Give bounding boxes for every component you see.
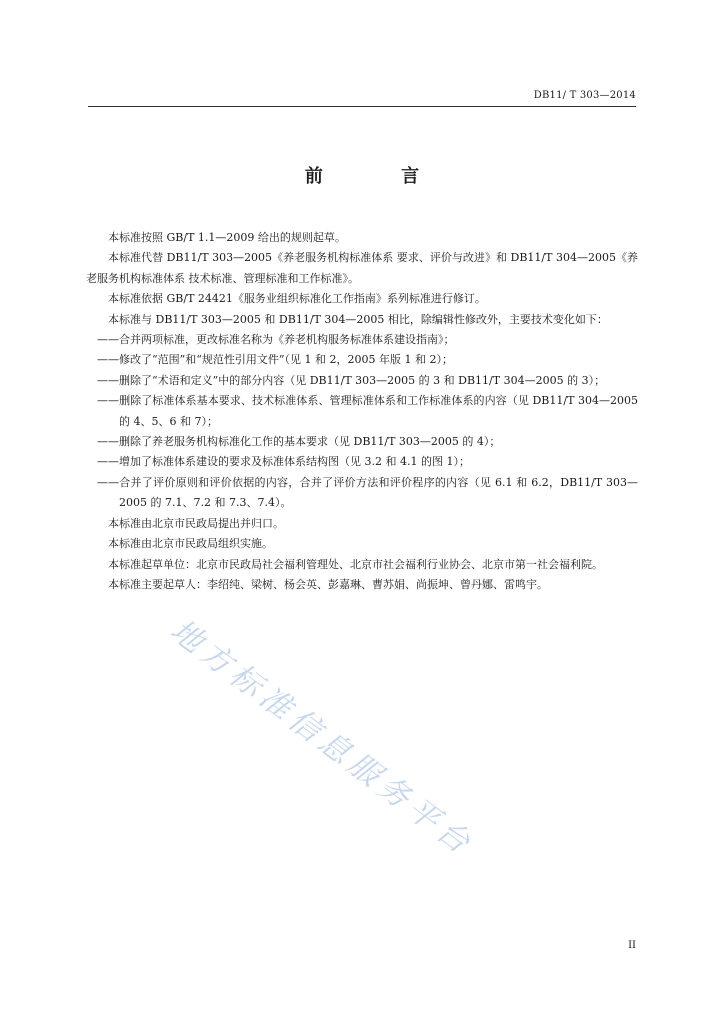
change-item: ——删除了“术语和定义”中的部分内容（见 DB11/T 303—2005 的 3 和 DB11/T 304—2005 的 3）；	[97, 373, 606, 387]
document-body	[86, 228, 638, 595]
document-code: DB11/ T 303—2014	[533, 90, 636, 101]
change-item: ——合并两项标准，更改标准名称为《养老机构服务标准体系建设指南》；	[97, 333, 455, 347]
page-number: II	[628, 940, 636, 951]
change-item: ——删除了养老服务机构标准化工作的基本要求（见 DB11/T 303—2005 的 4）；	[97, 435, 501, 449]
paragraph: 本标准起草单位：北京市民政局社会福利管理处、北京市社会福利行业协会、北京市第一社会福利院。	[108, 557, 603, 571]
watermark-text: 地方标准信息服务平台	[163, 612, 481, 864]
change-item: ——合并了评价原则和评价依据的内容，合并了评价方法和评价程序的内容（见 6.1 和 6.2，DB11/T 303—2005 的 7.1、7.2 和 7.3、7.4）。	[97, 475, 638, 510]
paragraph: 本标准按照 GB/T 1.1—2009 给出的规则起草。	[108, 231, 346, 244]
paragraph: 本标准与 DB11/T 303—2005 和 DB11/T 304—2005 相比，除编辑性修改外，主要技术变化如下：	[108, 312, 608, 326]
paragraph: 本标准由北京市民政局组织实施。	[108, 537, 273, 551]
header-divider	[88, 106, 636, 107]
page-title: 前 言	[304, 166, 456, 187]
paragraph: 本标准依据 GB/T 24421《服务业组织标准化工作指南》系列标准进行修订。	[108, 292, 486, 306]
change-item: ——修改了“范围”和“规范性引用文件”（见 1 和 2，2005 年版 1 和 2）；	[97, 353, 453, 367]
change-item: ——删除了标准体系基本要求、技术标准体系、管理标准体系和工作标准体系的内容（见 DB11/T 304—2005 的 4、5、6 和 7）；	[97, 394, 638, 428]
paragraph: 本标准代替 DB11/T 303—2005《养老服务机构标准体系 要求、评价与改进》和 DB11/T 304—2005《养老服务机构标准体系 技术标准、管理标准和工作标准》。	[86, 251, 638, 285]
paragraph: 本标准主要起草人：李绍纯、梁树、杨会英、彭嘉琳、曹苏娟、尚振坤、曾丹娜、雷鸣宇。	[108, 577, 548, 591]
change-item: ——增加了标准体系建设的要求及标准体系结构图（见 3.2 和 4.1 的图 1）；	[97, 455, 470, 469]
paragraph: 本标准由北京市民政局提出并归口。	[108, 516, 284, 530]
